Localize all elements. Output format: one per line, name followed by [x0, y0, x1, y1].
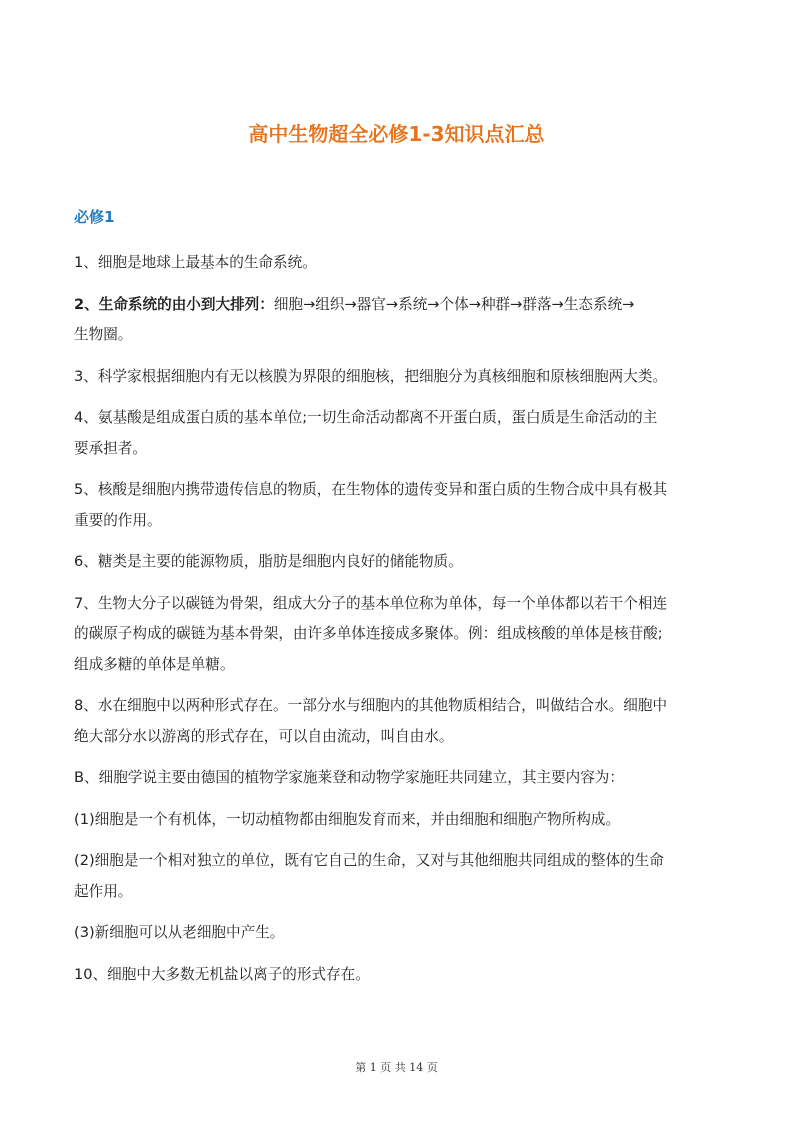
paragraph — [74, 403, 734, 464]
line-text: 4、氨基酸是组成蛋白质的基本单位;一切生命活动都离不开蛋白质，蛋白质是生命活动的主 — [74, 409, 658, 426]
paragraph — [74, 763, 734, 794]
line-text: (3)新细胞可以从老细胞中产生。 — [74, 924, 285, 941]
paragraph — [74, 248, 734, 279]
paragraph-line — [74, 619, 734, 650]
paragraph-line — [74, 650, 734, 681]
line-text: 绝大部分水以游离的形式存在，可以自由流动，叫自由水。 — [74, 727, 454, 745]
paragraph — [74, 362, 734, 393]
paragraph-line — [74, 805, 734, 836]
paragraph-line — [74, 877, 734, 908]
paragraph-line — [74, 403, 734, 434]
paragraph-line — [74, 547, 734, 578]
line-text: (2)细胞是一个相对独立的单位，既有它自己的生命，又对与其他细胞共同组成的整体的生命 — [74, 852, 664, 869]
line-text: 细胞→组织→器官→系统→个体→种群→群落→生态系统→ — [273, 295, 635, 313]
line-text: 起作用。 — [74, 882, 133, 900]
paragraph-line — [74, 763, 734, 794]
paragraph-line — [74, 846, 734, 877]
paragraph-line — [74, 918, 734, 949]
paragraph-line — [74, 691, 734, 722]
line-text: 重要的作用。 — [74, 511, 162, 529]
paragraph-line — [74, 248, 734, 279]
line-text: 6、糖类是主要的能源物质，脂肪是细胞内良好的储能物质。 — [74, 553, 463, 570]
paragraph — [74, 805, 734, 836]
line-text: 1、细胞是地球上最基本的生命系统。 — [74, 254, 317, 271]
paragraph-line — [74, 362, 734, 393]
paragraph-line — [74, 589, 734, 620]
paragraph — [74, 846, 734, 907]
paragraph — [74, 290, 734, 351]
paragraph-line — [74, 722, 734, 753]
paragraph-line — [74, 960, 734, 991]
line-text: 组成多糖的单体是单糖。 — [74, 655, 235, 673]
section-heading: 必修1 — [74, 208, 115, 226]
paragraph — [74, 691, 734, 752]
line-text: B、细胞学说主要由德国的植物学家施莱登和动物学家施旺共同建立，其主要内容为： — [74, 769, 624, 786]
bold-lead: 2、生命系统的由小到大排列： — [74, 295, 274, 313]
paragraph-line — [74, 320, 734, 351]
paragraph-line — [74, 506, 734, 537]
document-body — [74, 248, 734, 1001]
paragraph — [74, 589, 734, 681]
paragraph — [74, 918, 734, 949]
line-text: 3、科学家根据细胞内有无以核膜为界限的细胞核，把细胞分为真核细胞和原核细胞两大类。 — [74, 367, 668, 385]
paragraph-line — [74, 475, 734, 506]
line-text: 要承担者。 — [74, 439, 147, 457]
line-text: 10、细胞中大多数无机盐以离子的形式存在。 — [74, 965, 370, 983]
page-footer: 第 1 页 共 14 页 — [355, 1061, 438, 1074]
paragraph — [74, 960, 734, 991]
line-text: 7、生物大分子以碳链为骨架，组成大分子的基本单位称为单体，每一个单体都以若干个相连 — [74, 594, 668, 612]
paragraph-line — [74, 290, 734, 321]
document-title: 高中生物超全必修1-3知识点汇总 — [248, 122, 545, 146]
line-text: 5、核酸是细胞内携带遗传信息的物质，在生物体的遗传变异和蛋白质的生物合成中具有极其 — [74, 481, 668, 498]
paragraph-line — [74, 434, 734, 465]
line-text: 8、水在细胞中以两种形式存在。一部分水与细胞内的其他物质相结合，叫做结合水。细胞中 — [74, 697, 668, 714]
paragraph — [74, 547, 734, 578]
paragraph — [74, 475, 734, 536]
line-text: 生物圈。 — [74, 326, 133, 343]
line-text: 的碳原子构成的碳链为基本骨架，由许多单体连接成多聚体。例：组成核酸的单体是核苷酸; — [74, 625, 663, 642]
line-text: (1)细胞是一个有机体，一切动植物都由细胞发育而来，并由细胞和细胞产物所构成。 — [74, 810, 621, 828]
